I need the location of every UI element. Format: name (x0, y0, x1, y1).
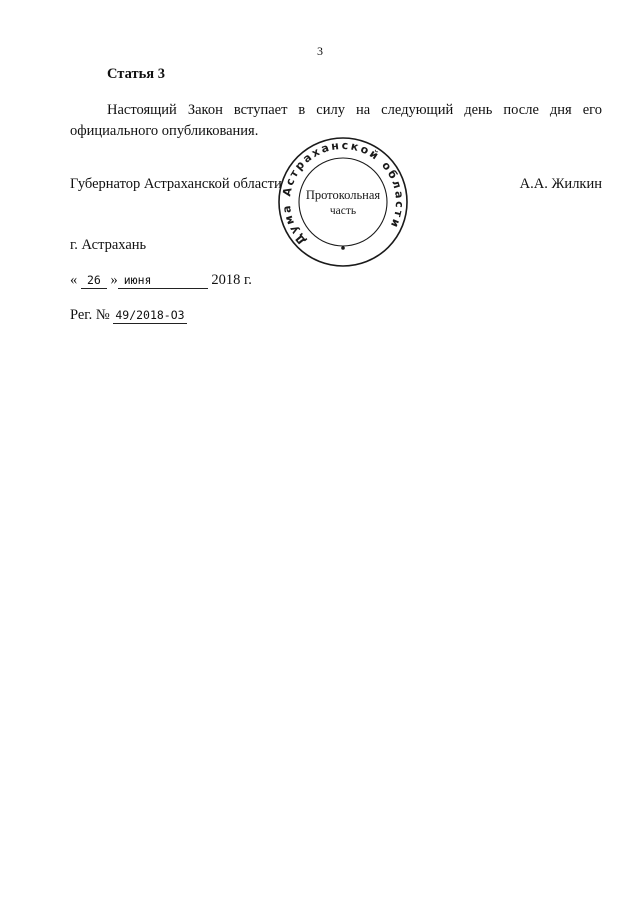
date-month: июня (118, 273, 208, 289)
signatory-name: А.А. Жилкин (519, 176, 602, 192)
seal-center-line-1: Протокольная (305, 188, 381, 202)
registration-line (70, 307, 187, 324)
date-close-quote: » (110, 272, 118, 288)
registration-number: 49/2018-ОЗ (115, 308, 185, 322)
article-heading: Статья 3 (107, 66, 165, 82)
signatory-position: Губернатор Астраханской области (70, 176, 282, 192)
date-line (70, 272, 252, 289)
official-seal (276, 135, 410, 269)
registration-label: Рег. № (70, 307, 110, 323)
seal-center-line-2: часть (329, 205, 357, 217)
date-year: 2018 г. (211, 272, 252, 288)
place-of-signing: г. Астрахань (70, 237, 147, 253)
article-text: Настоящий Закон вступает в силу на следующий день после дня его официального опубликования. (70, 102, 602, 139)
page-number: 3 (317, 44, 323, 58)
seal-star-icon (341, 246, 345, 250)
date-day: 26 (81, 273, 107, 289)
seal-ring-text: Дума Астраханской области (279, 138, 407, 248)
date-open-quote: « (70, 272, 78, 288)
